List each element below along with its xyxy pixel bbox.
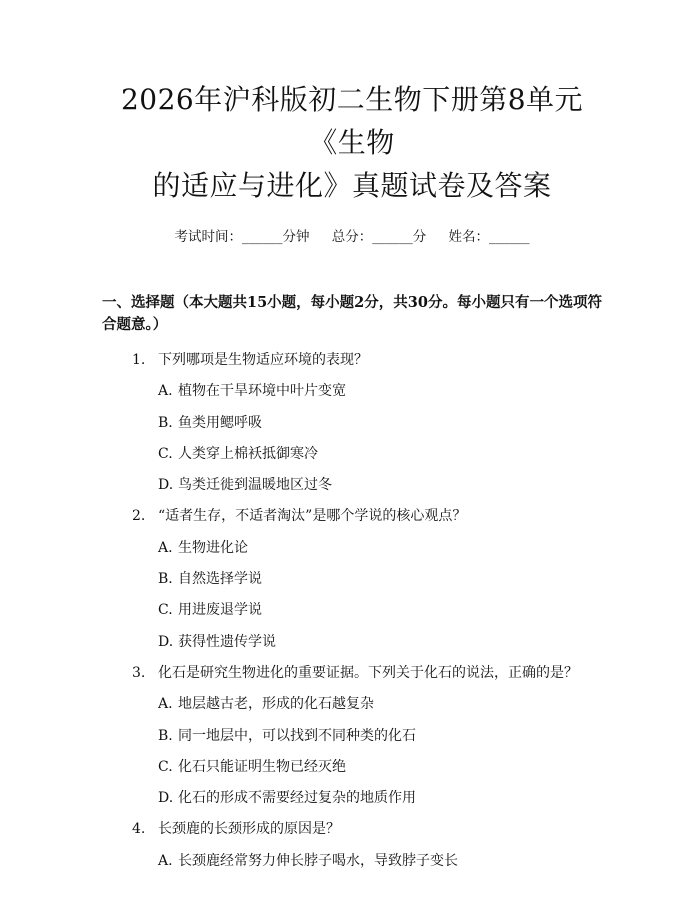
question-stem xyxy=(102,814,602,844)
option-letter: C. xyxy=(158,602,173,619)
option-letter: A. xyxy=(158,852,173,869)
option-letter: B. xyxy=(158,727,173,744)
answer-option xyxy=(102,439,602,469)
option-letter: D. xyxy=(158,477,174,494)
question-item xyxy=(102,501,602,656)
option-letter: A. xyxy=(158,696,173,713)
title-line-2: 的适应与进化》真题试卷及答案 xyxy=(152,169,552,202)
option-letter: D. xyxy=(158,633,174,650)
question-text: 化石是研究生物进化的重要证据。下列关于化石的说法，正确的是？ xyxy=(158,664,578,681)
option-text: 生物进化论 xyxy=(178,539,248,556)
option-list xyxy=(102,533,602,657)
question-text: 下列哪项是生物适应环境的表现？ xyxy=(158,352,368,368)
option-text: 人类穿上棉袄抵御寒冷 xyxy=(178,445,318,462)
question-number: 4. xyxy=(132,821,146,838)
option-text: 同一地层中，可以找到不同种类的化石 xyxy=(178,727,416,744)
question-number: 2. xyxy=(132,508,146,525)
total-score-field: 总分：______分 xyxy=(331,229,427,245)
option-letter: C. xyxy=(158,445,173,462)
option-text: 化石只能证明生物已经灭绝 xyxy=(178,758,346,775)
option-letter: D. xyxy=(158,790,174,807)
answer-option xyxy=(102,752,602,782)
answer-option xyxy=(102,564,602,594)
answer-option xyxy=(102,533,602,563)
option-list xyxy=(102,689,602,813)
option-text: 化石的形成不需要经过复杂的地质作用 xyxy=(178,790,416,807)
option-letter: A. xyxy=(158,383,173,400)
option-text: 自然选择学说 xyxy=(178,571,262,588)
answer-option xyxy=(102,721,602,751)
question-stem xyxy=(102,501,602,531)
option-letter: C. xyxy=(158,758,173,775)
title-line-1: 2026年沪科版初二生物下册第8单元《生物 xyxy=(120,83,584,159)
answer-option xyxy=(102,408,602,438)
name-field: 姓名：______ xyxy=(448,229,530,245)
option-text: 鸟类迁徙到温暖地区过冬 xyxy=(178,477,332,494)
option-list xyxy=(102,846,602,876)
option-letter: B. xyxy=(158,571,173,588)
option-text: 地层越古老，形成的化石越复杂 xyxy=(178,696,374,713)
answer-option xyxy=(102,783,602,813)
answer-option xyxy=(102,376,602,406)
answer-option xyxy=(102,595,602,625)
option-letter: A. xyxy=(158,539,173,556)
question-item xyxy=(102,345,602,500)
answer-option xyxy=(102,627,602,657)
question-number: 3. xyxy=(132,664,146,681)
question-text: 长颈鹿的长颈形成的原因是？ xyxy=(158,821,340,838)
option-text: 获得性遗传学说 xyxy=(178,633,276,650)
option-text: 鱼类用鳃呼吸 xyxy=(178,414,262,431)
exam-info-row xyxy=(102,228,602,246)
question-list xyxy=(102,345,602,876)
question-text: “适者生存，不适者淘汰”是哪个学说的核心观点？ xyxy=(158,508,467,525)
question-number: 1. xyxy=(132,352,146,368)
answer-option xyxy=(102,470,602,500)
question-item xyxy=(102,658,602,813)
question-stem xyxy=(102,658,602,688)
section-heading: 一、选择题（本大题共15小题，每小题2分，共30分。每小题只有一个选项符合题意。） xyxy=(102,294,602,333)
answer-option xyxy=(102,689,602,719)
option-text: 用进废退学说 xyxy=(178,602,262,619)
option-list xyxy=(102,376,602,500)
question-item xyxy=(102,814,602,875)
option-letter: B. xyxy=(158,414,173,431)
answer-option xyxy=(102,846,602,876)
question-stem xyxy=(102,345,602,375)
option-text: 长颈鹿经常努力伸长脖子喝水，导致脖子变长 xyxy=(178,852,458,869)
page-title xyxy=(102,78,602,207)
option-text: 植物在干旱环境中叶片变宽 xyxy=(178,383,346,400)
exam-time-field: 考试时间：______分钟 xyxy=(174,229,310,245)
